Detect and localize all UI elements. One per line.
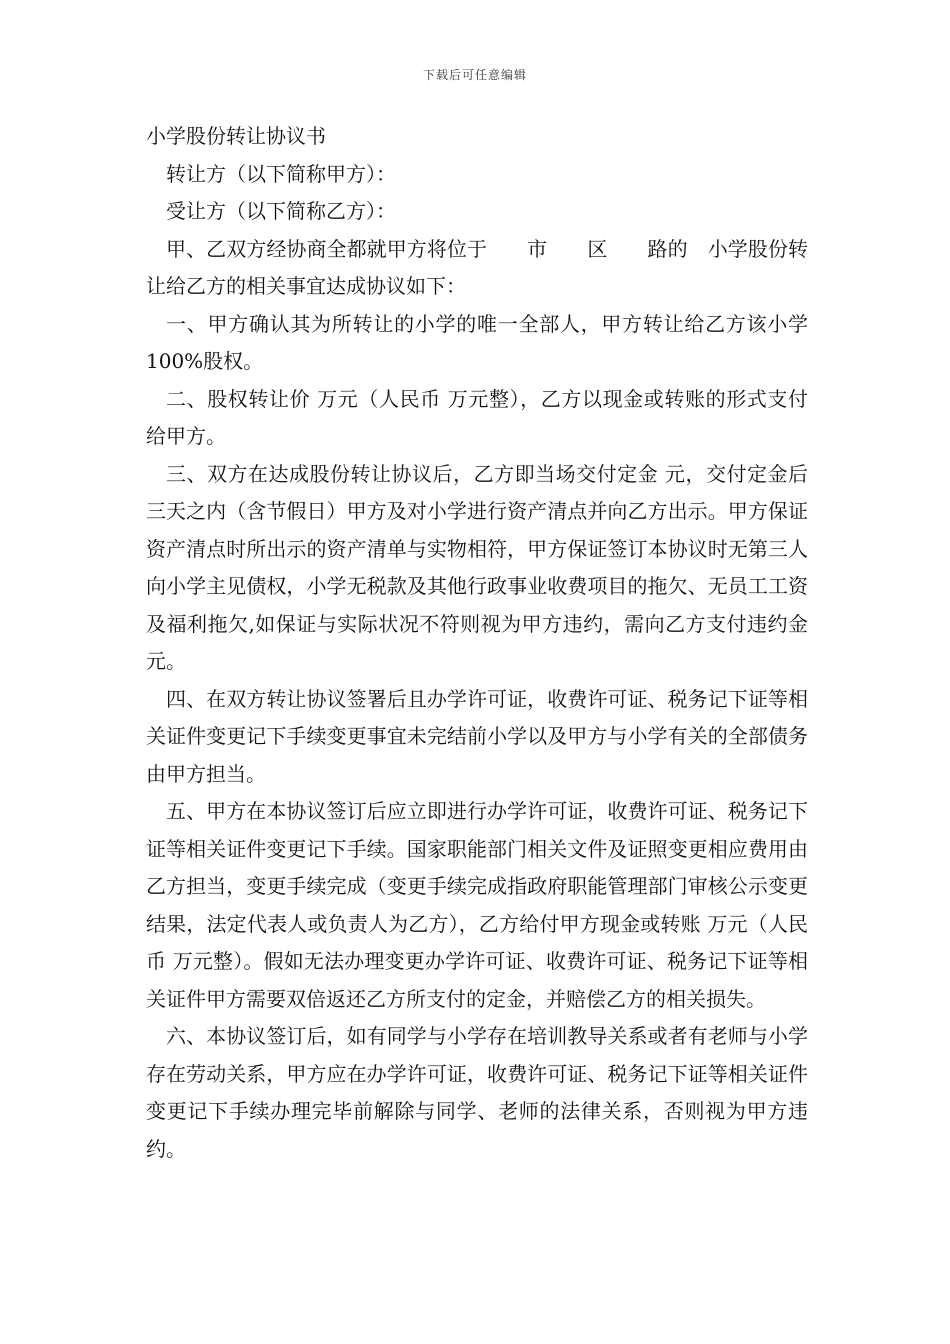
intro-paragraph: 甲、乙双方经协商全都就甲方将位于 市 区 路的 小学股份转让给乙方的相关事宜达成协议如下： — [146, 236, 808, 298]
transferor-line: 转让方（以下简称甲方）： — [166, 161, 396, 186]
clause-5: 五、甲方在本协议签订后应立即进行办学许可证，收费许可证、税务记下证等相关证件变更记下手续。国家职能部门相关文件及证照变更相应费用由乙方担当，变更手续完成（变更手续完成指政府职能管理部门审核公示变更结果，法定代表人或负责人为乙方），乙方给付甲方现金或转账 万元（人民币 万元整）。假如无法办理变更办学许可证、收费许可证、税务记下证等相关证件甲方需要双倍返还乙方所支付的定金，并赔偿乙方的相关损失。 — [146, 799, 808, 1011]
header-note: 下载后可任意编辑 — [422, 68, 527, 82]
document-body — [146, 118, 808, 1168]
clause-4: 四、在双方转让协议签署后且办学许可证，收费许可证、税务记下证等相关证件变更记下手续变更事宜未完结前小学以及甲方与小学有关的全部债务由甲方担当。 — [146, 686, 808, 786]
clause-6: 六、本协议签订后，如有同学与小学存在培训教导关系或者有老师与小学存在劳动关系，甲方应在办学许可证，收费许可证、税务记下证等相关证件变更记下手续办理完毕前解除与同学、老师的法律关系，否则视为甲方违约。 — [146, 1024, 808, 1161]
transferee-line: 受让方（以下简称乙方）： — [166, 199, 396, 223]
document-title: 小学股份转让协议书 — [146, 124, 326, 148]
clause-1: 一、甲方确认其为所转让的小学的唯一全部人，甲方转让给乙方该小学 100%股权。 — [146, 311, 808, 373]
clause-2: 二、股权转让价 万元（人民币 万元整），乙方以现金或转账的形式支付给甲方。 — [146, 386, 808, 448]
clause-3: 三、双方在达成股份转让协议后，乙方即当场交付定金 元，交付定金后三天之内（含节假日）甲方及对小学进行资产清点并向乙方出示。甲方保证资产清点时所出示的资产清单与实物相符，甲方保证签订本协议时无第三人向小学主见债权，小学无税款及其他行政事业收费项目的拖欠、无员工工资及福利拖欠,如保证与实际状况不符则视为甲方违约，需向乙方支付违约金 元。 — [146, 461, 808, 673]
